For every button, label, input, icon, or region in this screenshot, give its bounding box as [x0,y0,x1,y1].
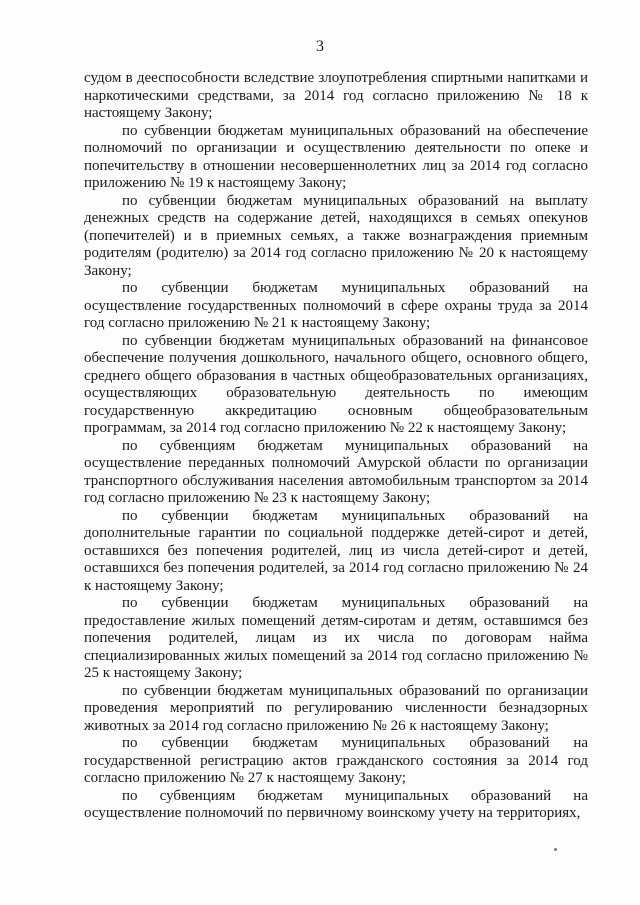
paragraph-appendix-20: по субвенции бюджетам муниципальных образований на выплату денежных средств на содержание детей, находящихся в семьях опекунов (попечителей) и в приемных семьях, а также вознаграждения приемным родителям (родителю) за 2014 год согласно приложению № 20 к настоящему Закону; [84,192,588,279]
paragraph-appendix-22: по субвенции бюджетам муниципальных образований на финансовое обеспечение получения дошкольного, начального общего, основного общего, среднего общего образования в частных общеобразовательных организациях, осуществляющих образовательную деятельность по имеющим государственную аккредитацию основным общеобразовательным программам, за 2014 год согласно приложению № 22 к настоящему Закону; [84,332,588,436]
paragraph-appendix-19: по субвенции бюджетам муниципальных образований на обеспечение полномочий по организации и осуществлению деятельности по опеке и попечительству в отношении несовершеннолетних лиц за 2014 год согласно приложению № 19 к настоящему Закону; [84,122,588,191]
page-number: 3 [316,38,324,55]
paragraph-military-registration: по субвенциям бюджетам муниципальных образований на осуществление полномочий по первичному воинскому учету на территориях, [84,787,588,821]
paragraph-appendix-25: по субвенции бюджетам муниципальных образований на предоставление жилых помещений детям-сиротам и детям, оставшимся без попечения родителей, лицам из их числа по договорам найма специализированных жилых помещений за 2014 год согласно приложению № 25 к настоящему Закону; [84,595,588,681]
paragraph-appendix-27: по субвенции бюджетам муниципальных образований на государственной регистрацию актов гражданского состояния за 2014 год согласно приложению № 27 к настоящему Закону; [84,735,588,786]
paragraph-appendix-23: по субвенциям бюджетам муниципальных образований на осуществление переданных полномочий Амурской области по организации транспортного обслуживания населения автомобильным транспортом за 2014 год согласно приложению № 23 к настоящему Закону; [84,437,588,506]
paragraph-appendix-24: по субвенции бюджетам муниципальных образований на дополнительные гарантии по социальной поддержке детей-сирот и детей, оставшихся без попечения родителей, лиц из числа детей-сирот и детей, оставшихся без попечения родителей, за 2014 год согласно приложению № 24 к настоящему Закону; [84,507,588,594]
paragraph-continuation: судом в дееспособности вследствие злоупотребления спиртными напитками и наркотическими средствами, за 2014 год согласно приложению № 18 к настоящему Закону; [84,70,588,121]
scan-mark [554,848,557,851]
paragraph-appendix-26: по субвенции бюджетам муниципальных образований по организации проведения мероприятий по регулированию численности безнадзорных животных за 2014 год согласно приложению № 26 к настоящему Закону; [84,682,588,734]
paragraph-appendix-21: по субвенции бюджетам муниципальных образований на осуществление государственных полномочий в сфере охраны труда за 2014 год согласно приложению № 21 к настоящему Закону; [84,280,588,331]
document-body [84,70,588,823]
